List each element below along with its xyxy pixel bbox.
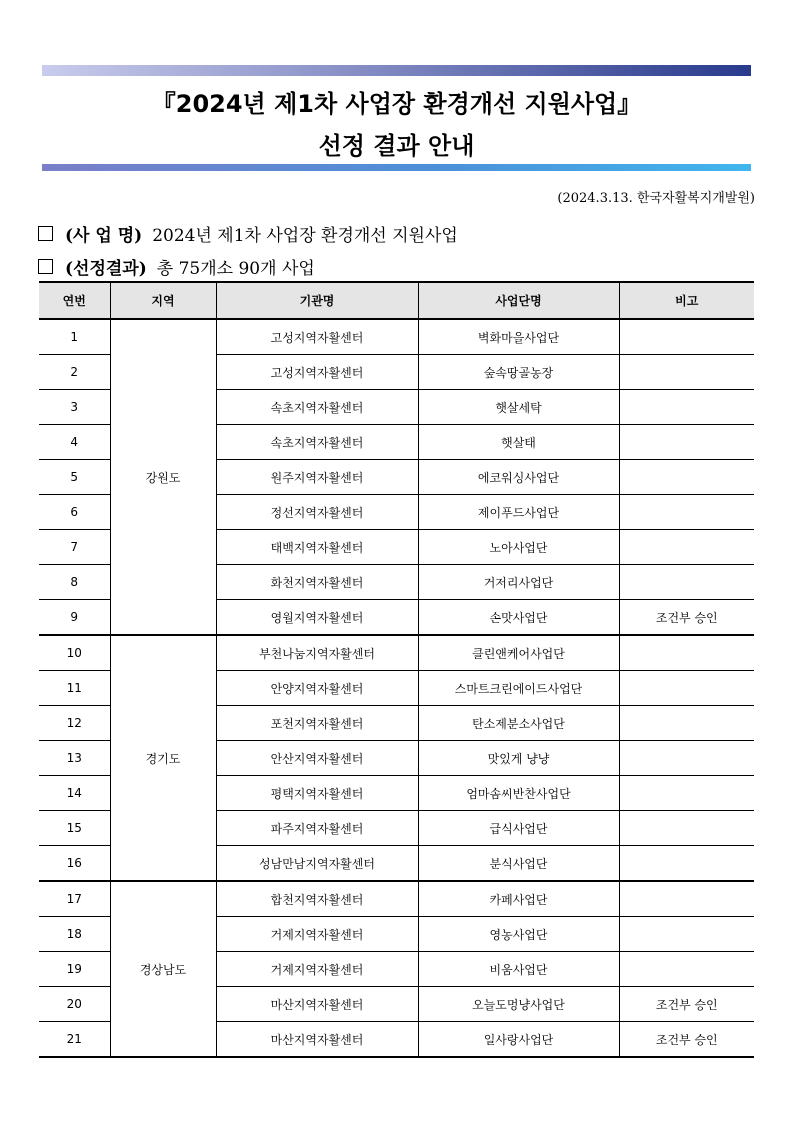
- cell-org: 합천지역자활센터: [216, 881, 418, 917]
- bullet-label: (사 업 명): [65, 226, 143, 246]
- cell-biz: 분식사업단: [418, 846, 619, 882]
- table-row: [39, 319, 754, 355]
- cell-org: 거제지역자활센터: [216, 952, 418, 987]
- cell-note: [619, 355, 754, 390]
- header-biz: 사업단명: [418, 282, 619, 319]
- cell-no: 10: [39, 635, 110, 671]
- cell-no: 3: [39, 390, 110, 425]
- cell-note: [619, 425, 754, 460]
- table-header-row: [39, 282, 754, 319]
- cell-region: 경기도: [110, 635, 216, 881]
- cell-note: [619, 706, 754, 741]
- cell-org: 화천지역자활센터: [216, 565, 418, 600]
- cell-note: [619, 917, 754, 952]
- cell-org: 태백지역자활센터: [216, 530, 418, 565]
- cell-biz: 노아사업단: [418, 530, 619, 565]
- cell-note: [619, 671, 754, 706]
- cell-biz: 거저리사업단: [418, 565, 619, 600]
- cell-no: 8: [39, 565, 110, 600]
- cell-biz: 숲속땅골농장: [418, 355, 619, 390]
- cell-note: [619, 530, 754, 565]
- cell-org: 평택지역자활센터: [216, 776, 418, 811]
- cell-note: [619, 390, 754, 425]
- header-note: 비고: [619, 282, 754, 319]
- cell-no: 20: [39, 987, 110, 1022]
- cell-note: [619, 881, 754, 917]
- cell-org: 고성지역자활센터: [216, 355, 418, 390]
- cell-org: 속초지역자활센터: [216, 390, 418, 425]
- cell-no: 15: [39, 811, 110, 846]
- cell-no: 14: [39, 776, 110, 811]
- cell-no: 2: [39, 355, 110, 390]
- cell-no: 17: [39, 881, 110, 917]
- bullet-project-name: [38, 221, 458, 246]
- cell-org: 파주지역자활센터: [216, 811, 418, 846]
- document-title-line2: 선정 결과 안내: [318, 132, 475, 160]
- cell-note: [619, 952, 754, 987]
- cell-biz: 일사랑사업단: [418, 1022, 619, 1058]
- checkbox-square-icon: [38, 259, 53, 274]
- title-bottom-bar: [42, 164, 751, 171]
- cell-note: 조건부 승인: [619, 1022, 754, 1058]
- cell-org: 정선지역자활센터: [216, 495, 418, 530]
- cell-note: [619, 635, 754, 671]
- cell-org: 안산지역자활센터: [216, 741, 418, 776]
- cell-biz: 탄소제분소사업단: [418, 706, 619, 741]
- bullet-text: 총 75개소 90개 사업: [156, 259, 315, 279]
- cell-no: 13: [39, 741, 110, 776]
- cell-note: [619, 741, 754, 776]
- cell-note: [619, 319, 754, 355]
- header-org: 기관명: [216, 282, 418, 319]
- cell-org: 마산지역자활센터: [216, 1022, 418, 1058]
- bullet-selection-result: [38, 254, 315, 279]
- cell-org: 마산지역자활센터: [216, 987, 418, 1022]
- cell-no: 7: [39, 530, 110, 565]
- cell-biz: 엄마솜씨반찬사업단: [418, 776, 619, 811]
- cell-note: [619, 565, 754, 600]
- cell-no: 19: [39, 952, 110, 987]
- cell-no: 4: [39, 425, 110, 460]
- cell-no: 16: [39, 846, 110, 882]
- cell-biz: 급식사업단: [418, 811, 619, 846]
- cell-no: 12: [39, 706, 110, 741]
- cell-region: 강원도: [110, 319, 216, 635]
- cell-biz: 햇살세탁: [418, 390, 619, 425]
- cell-org: 성남만남지역자활센터: [216, 846, 418, 882]
- header-no: 연번: [39, 282, 110, 319]
- cell-note: [619, 776, 754, 811]
- cell-note: [619, 460, 754, 495]
- cell-org: 포천지역자활센터: [216, 706, 418, 741]
- cell-biz: 클린앤케어사업단: [418, 635, 619, 671]
- cell-biz: 벽화마을사업단: [418, 319, 619, 355]
- cell-no: 6: [39, 495, 110, 530]
- cell-no: 9: [39, 600, 110, 636]
- header-region: 지역: [110, 282, 216, 319]
- table-row: [39, 635, 754, 671]
- bullet-text: 2024년 제1차 사업장 환경개선 지원사업: [152, 226, 458, 246]
- checkbox-square-icon: [38, 226, 53, 241]
- cell-biz: 햇살태: [418, 425, 619, 460]
- cell-biz: 카페사업단: [418, 881, 619, 917]
- cell-note: 조건부 승인: [619, 600, 754, 636]
- cell-biz: 맛있게 냥냥: [418, 741, 619, 776]
- cell-biz: 오늘도멍냥사업단: [418, 987, 619, 1022]
- title-top-bar: [42, 65, 751, 76]
- date-issuer: (2024.3.13. 한국자활복지개발원): [557, 191, 755, 206]
- table-body: [39, 319, 754, 1057]
- cell-note: [619, 495, 754, 530]
- cell-org: 안양지역자활센터: [216, 671, 418, 706]
- cell-note: [619, 846, 754, 882]
- cell-biz: 비움사업단: [418, 952, 619, 987]
- cell-note: [619, 811, 754, 846]
- cell-org: 거제지역자활센터: [216, 917, 418, 952]
- table-row: [39, 881, 754, 917]
- selection-results-table: [39, 281, 754, 1058]
- cell-org: 고성지역자활센터: [216, 319, 418, 355]
- cell-biz: 스마트크린에이드사업단: [418, 671, 619, 706]
- cell-biz: 에코워싱사업단: [418, 460, 619, 495]
- cell-org: 부천나눔지역자활센터: [216, 635, 418, 671]
- cell-no: 21: [39, 1022, 110, 1058]
- cell-org: 영월지역자활센터: [216, 600, 418, 636]
- cell-biz: 손맛사업단: [418, 600, 619, 636]
- cell-no: 11: [39, 671, 110, 706]
- bullet-label: (선정결과): [65, 259, 147, 279]
- cell-org: 속초지역자활센터: [216, 425, 418, 460]
- cell-no: 1: [39, 319, 110, 355]
- document-title-line1: 『2024년 제1차 사업장 환경개선 지원사업』: [151, 90, 642, 118]
- cell-biz: 영농사업단: [418, 917, 619, 952]
- cell-region: 경상남도: [110, 881, 216, 1057]
- cell-no: 5: [39, 460, 110, 495]
- cell-no: 18: [39, 917, 110, 952]
- cell-org: 원주지역자활센터: [216, 460, 418, 495]
- cell-note: 조건부 승인: [619, 987, 754, 1022]
- cell-biz: 제이푸드사업단: [418, 495, 619, 530]
